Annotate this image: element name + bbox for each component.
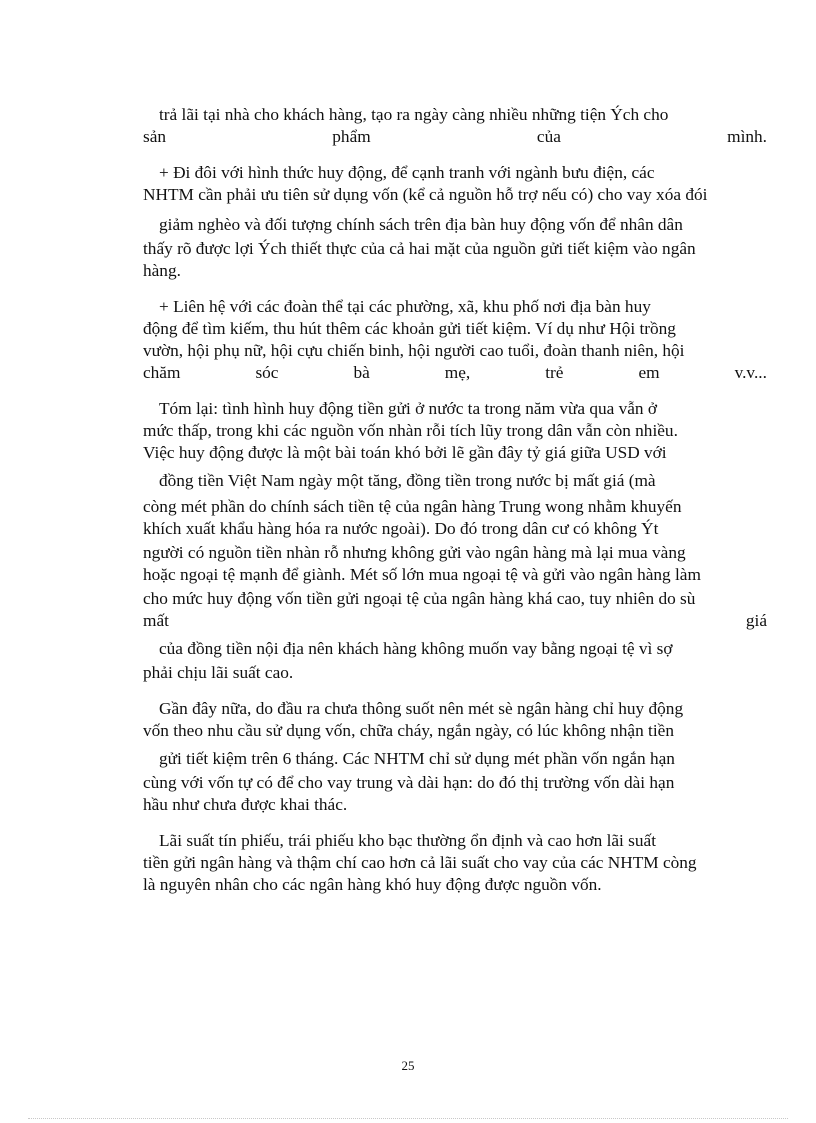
- text-line: + Liên hệ với các đoàn thể tại các phường, xã, khu phố nơi địa bàn huy: [159, 297, 651, 316]
- word: phẩm: [332, 127, 371, 146]
- word: trẻ: [545, 363, 564, 382]
- text-line: Lãi suất tín phiếu, trái phiếu kho bạc thường ổn định và cao hơn lãi suất: [159, 831, 657, 850]
- text-line: Gần đây nữa, do đầu ra chưa thông suốt nên mét sè ngân hàng chỉ huy động: [159, 699, 684, 718]
- text-line: người có nguồn tiền nhàn rỗ nhưng không gửi vào ngân hàng mà lại mua vàng: [143, 543, 686, 562]
- text-line: gửi tiết kiệm trên 6 tháng. Các NHTM chỉ sử dụng mét phần vốn ngắn hạn: [159, 749, 675, 768]
- word: sản: [143, 127, 167, 146]
- text-line: [143, 362, 767, 384]
- text-line: trả lãi tại nhà cho khách hàng, tạo ra ngày càng nhiều những tiện Ých cho: [159, 105, 669, 124]
- text-line: là nguyên nhân cho các ngân hàng khó huy động được nguồn vốn.: [143, 875, 602, 894]
- text-line: [143, 610, 767, 632]
- text-line: cùng với vốn tự có để cho vay trung và dài hạn: do đó thị trường vốn dài hạn: [143, 773, 675, 792]
- text-line: cho mức huy động vốn tiền gửi ngoại tệ của ngân hàng khá cao, tuy nhiên do sù: [143, 589, 696, 608]
- word: mẹ,: [444, 363, 471, 382]
- text-line: Tóm lại: tình hình huy động tiền gửi ở nước ta trong năm vừa qua vẫn ở: [159, 399, 658, 418]
- text-line: còng mét phần do chính sách tiền tệ của ngân hàng Trung wong nhằm khuyến: [143, 497, 682, 516]
- text-line: Việc huy động được là một bài toán khó bởi lẽ gần đây tỷ giá giữa USD với: [143, 443, 667, 462]
- word: của: [536, 127, 561, 146]
- text-line: của đồng tiền nội địa nên khách hàng không muốn vay bằng ngoại tệ vì sợ: [159, 639, 673, 658]
- text-line: đồng tiền Việt Nam ngày một tăng, đồng tiền trong nước bị mất giá (mà: [159, 471, 656, 490]
- word: mất: [143, 611, 169, 630]
- word: chăm: [143, 363, 181, 382]
- word: mình.: [727, 127, 767, 146]
- text-line: thấy rõ được lợi Ých thiết thực của cả hai mặt của nguồn gửi tiết kiệm vào ngân: [143, 239, 696, 258]
- text-line: vốn theo nhu cầu sử dụng vốn, chữa cháy, ngắn ngày, có lúc không nhận tiền: [143, 721, 674, 740]
- text-line: [143, 126, 767, 148]
- text-line: phải chịu lãi suất cao.: [143, 663, 294, 682]
- text-line: NHTM cần phải ưu tiên sử dụng vốn (kể cả nguồn hỗ trợ nếu có) cho vay xóa đói: [143, 185, 708, 204]
- text-line: hoặc ngoại tệ mạnh để giành. Mét số lớn mua ngoại tệ và gửi vào ngân hàng làm: [143, 565, 701, 584]
- bottom-border: [28, 1118, 788, 1119]
- text-line: vườn, hội phụ nữ, hội cựu chiến binh, hội người cao tuổi, đoàn thanh niên, hội: [143, 341, 685, 360]
- text-line: động để tìm kiếm, thu hút thêm các khoản gửi tiết kiệm. Ví dụ như Hội trồng: [143, 319, 676, 338]
- word: em: [638, 363, 660, 382]
- word: sóc: [255, 363, 279, 382]
- page-number: 25: [401, 1058, 415, 1073]
- text-line: mức thấp, trong khi các nguồn vốn nhàn rỗi tích lũy trong dân vẫn còn nhiều.: [143, 421, 678, 440]
- text-line: hầu như chưa được khai thác.: [143, 795, 348, 814]
- text-line: hàng.: [143, 261, 181, 280]
- text-line: khích xuất khẩu hàng hóa ra nước ngoài). Do đó trong dân cư có không Ýt: [143, 519, 659, 538]
- word: bà: [353, 363, 370, 382]
- text-line: tiền gửi ngân hàng và thậm chí cao hơn cả lãi suất cho vay của các NHTM còng: [143, 853, 697, 872]
- text-line: giảm nghèo và đối tượng chính sách trên địa bàn huy động vốn để nhân dân: [159, 215, 683, 234]
- text-line: + Đi đôi với hình thức huy động, để cạnh tranh với ngành bưu điện, các: [159, 163, 655, 182]
- word: giá: [745, 611, 767, 630]
- word: v.v...: [734, 363, 767, 382]
